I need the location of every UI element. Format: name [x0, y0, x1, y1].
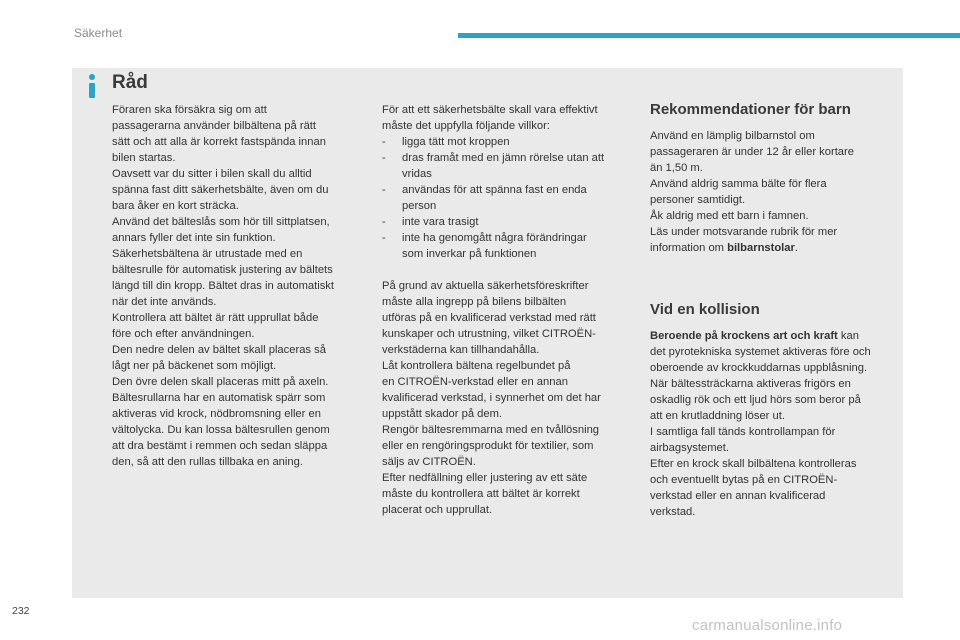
- text-line: måste du kontrollera att bältet är korrekt: [382, 488, 580, 500]
- list-item-text: inte ha genomgått några förändringar: [402, 232, 587, 244]
- text-line: Rengör bältesremmarna med en tvållösning: [382, 424, 600, 436]
- text-line: Oavsett var du sitter i bilen skall du alltid: [112, 168, 312, 180]
- text-line: airbagsystemet.: [650, 442, 729, 454]
- list-item-text: användas för att spänna fast en enda: [402, 184, 587, 196]
- text-line: [650, 328, 900, 344]
- page-number: 232: [12, 605, 30, 617]
- text-line: när det inte används.: [112, 296, 217, 308]
- list-item-text: person: [402, 200, 437, 212]
- column-1: [112, 102, 362, 470]
- list-item: [382, 134, 632, 150]
- text-line: kvalificerad verkstad, i synnerhet om det har: [382, 392, 601, 404]
- text-fragment: information om: [650, 242, 728, 254]
- text-line: sätt och att alla är korrekt fastspända innan: [112, 136, 326, 148]
- spacer: [382, 262, 632, 278]
- text-fragment: .: [794, 242, 798, 254]
- bold-lead-text: Beroende på krockens art och kraft: [650, 330, 838, 342]
- watermark: carmanualsonline.info: [692, 617, 843, 634]
- panel-title: Råd: [112, 72, 148, 93]
- text-line: verkstad.: [650, 506, 696, 518]
- header-accent-bar: [458, 33, 960, 38]
- column-2: [382, 102, 632, 518]
- text-line: en CITROËN-verkstad eller en annan: [382, 376, 568, 388]
- collision-heading: Vid en kollision: [650, 301, 760, 318]
- list-item: [382, 214, 632, 230]
- text-line: kunskaper och utrustning, vilket CITROËN-: [382, 328, 596, 340]
- text-line: spänna fast ditt säkerhetsbälte, även om du: [112, 184, 329, 196]
- text-line: Läs under motsvarande rubrik för mer: [650, 226, 838, 238]
- text-line: bilen startas.: [112, 152, 176, 164]
- text-line: att dra bestämt i remmen och sedan släppa: [112, 440, 328, 452]
- list-item: [382, 230, 632, 262]
- text-line: före och efter användningen.: [112, 328, 255, 340]
- section-header: Säkerhet: [74, 26, 123, 40]
- list-item: [382, 150, 632, 182]
- text-line: verkstad eller en annan kvalificerad: [650, 490, 826, 502]
- text-line: bara åker en kort sträcka.: [112, 200, 239, 212]
- text-line: passagerarna använder bilbältena på rätt: [112, 120, 317, 132]
- text-line: måste det uppfylla följande villkor:: [382, 120, 550, 132]
- text-line: annars fyller det inte sin funktion.: [112, 232, 276, 244]
- text-line: Säkerhetsbältena är utrustade med en: [112, 248, 303, 260]
- text-line: Låt kontrollera bältena regelbundet på: [382, 360, 571, 372]
- text-line: verkstäderna kan tillhandahålla.: [382, 344, 540, 356]
- text-line: oberoende av krockkuddarnas uppblåsning.: [650, 362, 868, 374]
- text-line: säljs av CITROËN.: [382, 456, 476, 468]
- text-line: När bältessträckarna aktiveras frigörs en: [650, 378, 851, 390]
- text-line: För att ett säkerhetsbälte skall vara effektivt: [382, 104, 598, 116]
- text-fragment: kan: [837, 330, 859, 342]
- text-line: placerat och upprullat.: [382, 504, 493, 516]
- text-line: och eventuellt bytas på en CITROËN-: [650, 474, 838, 486]
- text-line: Efter nedfällning eller justering av ett säte: [382, 472, 588, 484]
- column-3: [650, 100, 900, 520]
- children-heading: Rekommendationer för barn: [650, 101, 851, 118]
- text-line: lågt ner på bäckenet som möjligt.: [112, 360, 277, 372]
- list-item-text: vridas: [402, 168, 432, 180]
- list-item-text: som inverkar på funktionen: [402, 248, 537, 260]
- list-item-text: dras framåt med en jämn rörelse utan att: [402, 152, 605, 164]
- text-line: Bältesrullarna har en automatisk spärr som: [112, 392, 326, 404]
- text-line: måste alla ingrepp på bilens bilbälten: [382, 296, 567, 308]
- text-line: personer samtidigt.: [650, 194, 746, 206]
- text-line: [650, 240, 900, 256]
- text-line: Använd det bälteslås som hör till sittplatsen,: [112, 216, 330, 228]
- text-line: vältolycka. Du kan lossa bältesrullen genom: [112, 424, 330, 436]
- belt-conditions-list: [382, 134, 632, 262]
- col1-text: [112, 102, 362, 470]
- text-line: uppstått skador på dem.: [382, 408, 503, 420]
- list-item-text: ligga tätt mot kroppen: [402, 136, 510, 148]
- text-line: I samtliga fall tänds kontrollampan för: [650, 426, 836, 438]
- text-line: utföras på en kvalificerad verkstad med rätt: [382, 312, 596, 324]
- list-item-text: inte vara trasigt: [402, 216, 479, 228]
- text-line: den, så att den rullas tillbaka en aning.: [112, 456, 303, 468]
- text-line: Använd en lämplig bilbarnstol om: [650, 130, 815, 142]
- text-line: Den övre delen skall placeras mitt på axeln.: [112, 376, 329, 388]
- child-seat-reference: bilbarnstolar: [727, 242, 795, 254]
- text-line: aktiveras vid krock, nödbromsning eller en: [112, 408, 321, 420]
- text-line: Efter en krock skall bilbältena kontrolleras: [650, 458, 857, 470]
- text-line: passageraren är under 12 år eller kortare: [650, 146, 854, 158]
- text-line: oskadlig rök och ett ljud hörs som beror på: [650, 394, 861, 406]
- text-line: Åk aldrig med ett barn i famnen.: [650, 210, 809, 222]
- text-line: Föraren ska försäkra sig om att: [112, 104, 267, 116]
- text-line: På grund av aktuella säkerhetsföreskrifter: [382, 280, 589, 292]
- text-line: Använd aldrig samma bälte för flera: [650, 178, 827, 190]
- text-line: bältesrulle för automatisk justering av bältets: [112, 264, 333, 276]
- text-line: än 1,50 m.: [650, 162, 703, 174]
- info-icon: [80, 72, 104, 102]
- list-item: [382, 182, 632, 214]
- text-line: Kontrollera att bältet är rätt upprullat både: [112, 312, 319, 324]
- text-line: att en krutladdning löser ut.: [650, 410, 785, 422]
- text-line: längd till din kropp. Bältet dras in automatiskt: [112, 280, 335, 292]
- text-line: det pyrotekniska systemet aktiveras före och: [650, 346, 871, 358]
- text-line: Den nedre delen av bältet skall placeras så: [112, 344, 326, 356]
- text-line: eller en rengöringsprodukt för textilier, som: [382, 440, 594, 452]
